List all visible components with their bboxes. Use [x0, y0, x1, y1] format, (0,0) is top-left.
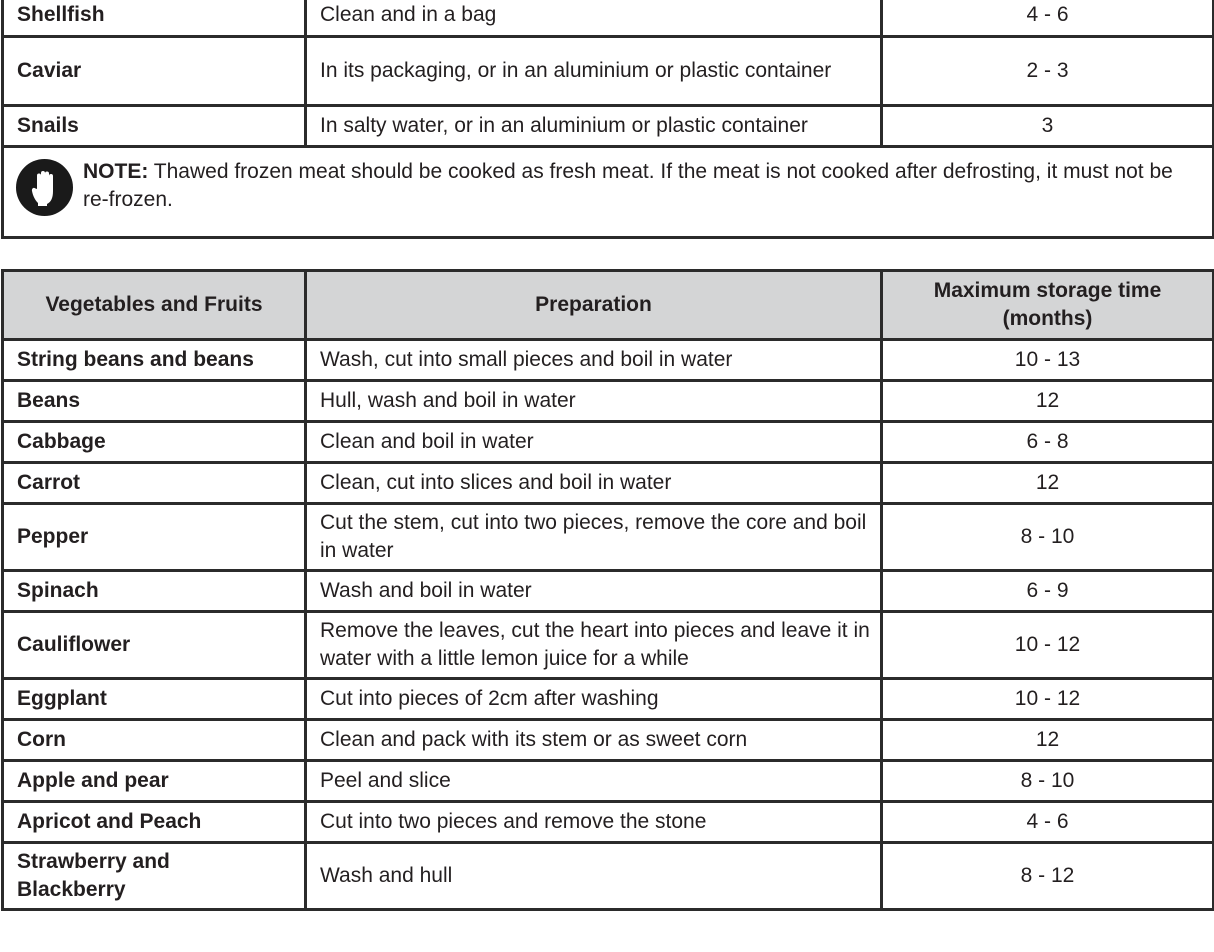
storage-time-cell: 4 - 6 — [882, 802, 1214, 843]
table-row — [3, 340, 1214, 381]
table-row — [3, 106, 1214, 147]
table-row — [3, 843, 1214, 910]
preparation-cell: Clean and pack with its stem or as sweet corn — [306, 720, 882, 761]
table-row — [3, 0, 1214, 37]
item-cell: Strawberry and Blackberry — [3, 843, 306, 910]
table-row — [3, 504, 1214, 571]
table-row — [3, 463, 1214, 504]
preparation-cell: Hull, wash and boil in water — [306, 381, 882, 422]
table-row — [3, 37, 1214, 106]
note — [4, 148, 1212, 216]
storage-time-cell: 10 - 12 — [882, 679, 1214, 720]
item-cell: Corn — [3, 720, 306, 761]
item-cell: Pepper — [3, 504, 306, 571]
item-cell: Caviar — [3, 37, 306, 106]
table-row — [3, 612, 1214, 679]
storage-time-cell: 4 - 6 — [882, 0, 1214, 37]
item-cell: Eggplant — [3, 679, 306, 720]
storage-time-cell: 8 - 12 — [882, 843, 1214, 910]
note-body: Thawed frozen meat should be cooked as fresh meat. If the meat is not cooked after defrosting, it must not be re-frozen. — [83, 160, 1173, 211]
preparation-cell: Clean, cut into slices and boil in water — [306, 463, 882, 504]
note-cell — [3, 147, 1214, 238]
note-row — [3, 147, 1214, 238]
item-cell: Cauliflower — [3, 612, 306, 679]
table-row — [3, 571, 1214, 612]
storage-time-cell: 8 - 10 — [882, 761, 1214, 802]
preparation-cell: Wash, cut into small pieces and boil in water — [306, 340, 882, 381]
storage-time-cell: 12 — [882, 381, 1214, 422]
storage-time-cell: 10 - 12 — [882, 612, 1214, 679]
hand-stop-icon — [16, 159, 73, 216]
table-header-row — [3, 271, 1214, 340]
storage-time-cell: 2 - 3 — [882, 37, 1214, 106]
table-row — [3, 720, 1214, 761]
meat-storage-table — [1, 0, 1214, 239]
vegetables-fruits-storage-table — [1, 269, 1214, 911]
item-cell: String beans and beans — [3, 340, 306, 381]
item-cell: Beans — [3, 381, 306, 422]
storage-time-cell: 6 - 9 — [882, 571, 1214, 612]
header-item: Vegetables and Fruits — [3, 271, 306, 340]
header-storage-time: Maximum storage time (months) — [882, 271, 1214, 340]
storage-time-cell: 6 - 8 — [882, 422, 1214, 463]
preparation-cell: Peel and slice — [306, 761, 882, 802]
item-cell: Carrot — [3, 463, 306, 504]
preparation-cell: Wash and boil in water — [306, 571, 882, 612]
item-cell: Spinach — [3, 571, 306, 612]
preparation-cell: Cut the stem, cut into two pieces, remove the core and boil in water — [306, 504, 882, 571]
item-cell: Shellfish — [3, 0, 306, 37]
storage-time-cell: 12 — [882, 463, 1214, 504]
note-text — [83, 158, 1212, 214]
storage-time-cell: 10 - 13 — [882, 340, 1214, 381]
preparation-cell: In salty water, or in an aluminium or plastic container — [306, 106, 882, 147]
table-row — [3, 381, 1214, 422]
preparation-cell: Clean and boil in water — [306, 422, 882, 463]
item-cell: Cabbage — [3, 422, 306, 463]
table-row — [3, 679, 1214, 720]
preparation-cell: Wash and hull — [306, 843, 882, 910]
table-row — [3, 802, 1214, 843]
storage-time-cell: 12 — [882, 720, 1214, 761]
header-preparation: Preparation — [306, 271, 882, 340]
storage-time-cell: 3 — [882, 106, 1214, 147]
item-cell: Apple and pear — [3, 761, 306, 802]
preparation-cell: Clean and in a bag — [306, 0, 882, 37]
item-cell: Apricot and Peach — [3, 802, 306, 843]
preparation-cell: Cut into two pieces and remove the stone — [306, 802, 882, 843]
note-label: NOTE: — [83, 160, 149, 183]
table-row — [3, 422, 1214, 463]
item-cell: Snails — [3, 106, 306, 147]
preparation-cell: In its packaging, or in an aluminium or plastic container — [306, 37, 882, 106]
preparation-cell: Cut into pieces of 2cm after washing — [306, 679, 882, 720]
storage-time-cell: 8 - 10 — [882, 504, 1214, 571]
preparation-cell: Remove the leaves, cut the heart into pieces and leave it in water with a little lemon juice for a while — [306, 612, 882, 679]
table-row — [3, 761, 1214, 802]
